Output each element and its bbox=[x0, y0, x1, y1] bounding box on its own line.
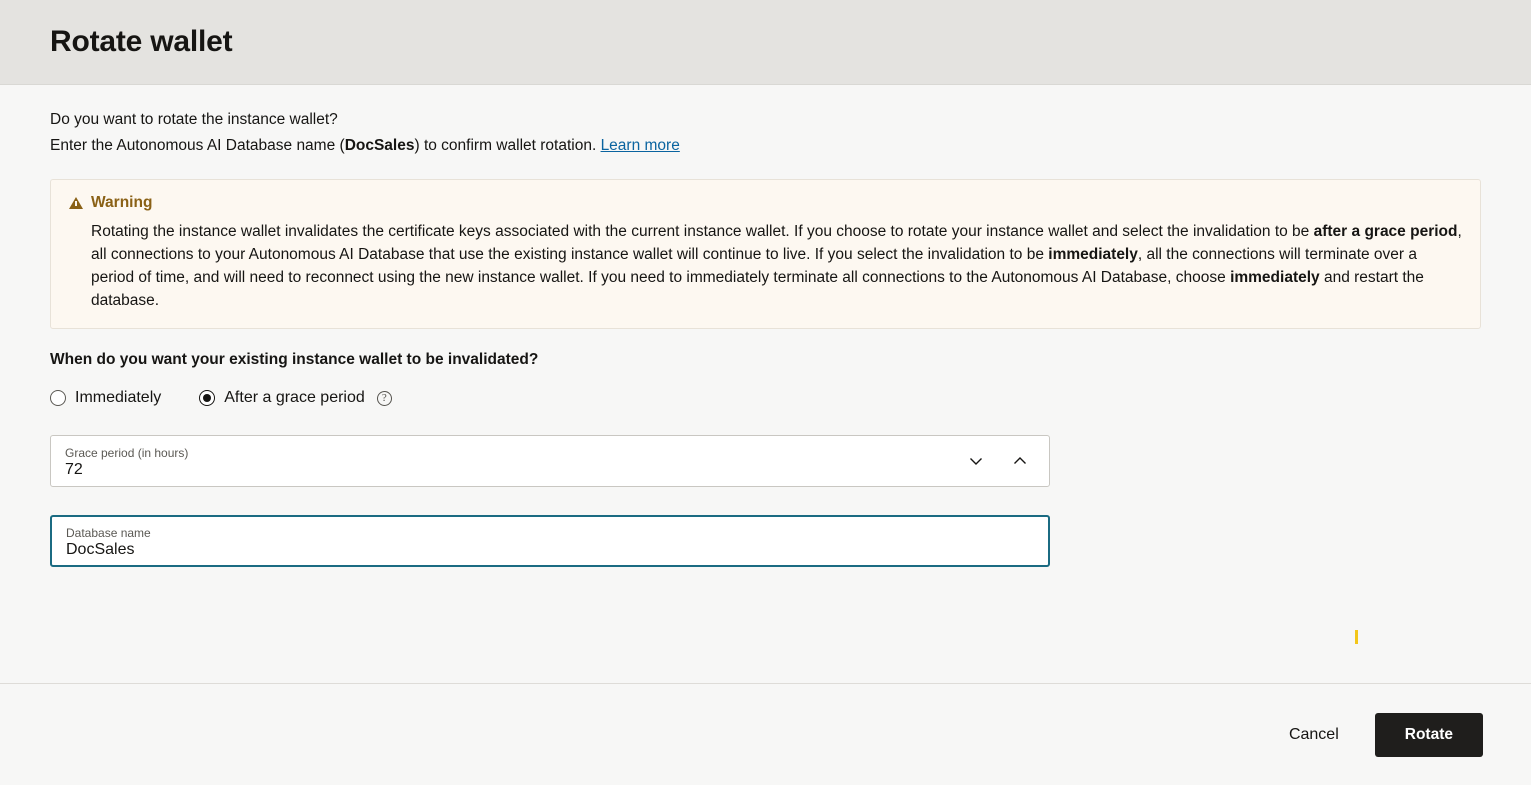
radio-option-grace-period[interactable] bbox=[199, 389, 392, 407]
warning-text-4: and restart the database. bbox=[91, 269, 1424, 309]
radio-grace-period-icon[interactable] bbox=[199, 390, 215, 406]
cancel-button[interactable]: Cancel bbox=[1275, 716, 1353, 754]
radio-option-immediately[interactable] bbox=[50, 389, 161, 407]
database-name-label: Database name bbox=[66, 526, 151, 540]
database-name-inner bbox=[66, 517, 1034, 565]
invalidation-radio-group bbox=[50, 389, 1481, 407]
warning-bold-1: after a grace period bbox=[1313, 223, 1458, 240]
grace-period-label: Grace period (in hours) bbox=[65, 446, 189, 460]
warning-bold-2: immediately bbox=[1048, 246, 1138, 263]
intro-line-2 bbox=[50, 133, 1481, 159]
chevron-up-icon[interactable] bbox=[1011, 452, 1029, 470]
chevron-down-icon[interactable] bbox=[967, 452, 985, 470]
help-icon[interactable]: ? bbox=[377, 391, 392, 406]
intro-line-1: Do you want to rotate the instance wallet? bbox=[50, 111, 338, 128]
invalidation-question: When do you want your existing instance wallet to be invalidated? bbox=[50, 351, 539, 368]
dialog-body bbox=[0, 85, 1531, 683]
database-name-input[interactable] bbox=[66, 540, 1034, 560]
radio-grace-period-label: After a grace period bbox=[224, 389, 365, 406]
intro-suffix: ) to confirm wallet rotation. bbox=[414, 137, 601, 154]
radio-immediately-label: Immediately bbox=[75, 389, 162, 406]
page-title: Rotate wallet bbox=[50, 25, 233, 58]
warning-text-2: , all connections to your Autonomous AI Database that use the existing instance wallet will continue to live. If you select the invalidation to be bbox=[91, 223, 1462, 263]
warning-text-3: , all the connections will terminate over a period of time, and will need to reconnect using the new instance wallet. If you need to immediately terminate all connections to the Autonomous AI Database, choose bbox=[91, 246, 1418, 286]
radio-immediately-icon[interactable] bbox=[50, 390, 66, 406]
dialog-footer bbox=[0, 683, 1531, 785]
grace-period-stepper bbox=[967, 452, 1035, 470]
intro-prefix: Enter the Autonomous AI Database name ( bbox=[50, 137, 345, 154]
warning-header bbox=[69, 194, 1462, 212]
grace-period-input[interactable] bbox=[65, 460, 967, 480]
warning-bold-3: immediately bbox=[1230, 269, 1320, 286]
warning-icon bbox=[69, 197, 83, 209]
grace-period-inner bbox=[65, 436, 967, 486]
warning-title: Warning bbox=[91, 194, 153, 211]
cursor-marker bbox=[1355, 630, 1358, 644]
warning-banner bbox=[50, 179, 1481, 329]
rotate-button[interactable]: Rotate bbox=[1375, 713, 1483, 757]
warning-body-text bbox=[69, 220, 1462, 312]
dialog-header bbox=[0, 0, 1531, 85]
warning-text-1: Rotating the instance wallet invalidates the certificate keys associated with the current instance wallet. If you choose to rotate your instance wallet and select the invalidation to be bbox=[91, 223, 1314, 240]
learn-more-link[interactable]: Learn more bbox=[600, 137, 680, 154]
grace-period-field[interactable] bbox=[50, 435, 1050, 487]
intro-db-name: DocSales bbox=[344, 137, 415, 154]
database-name-field[interactable] bbox=[50, 515, 1050, 567]
